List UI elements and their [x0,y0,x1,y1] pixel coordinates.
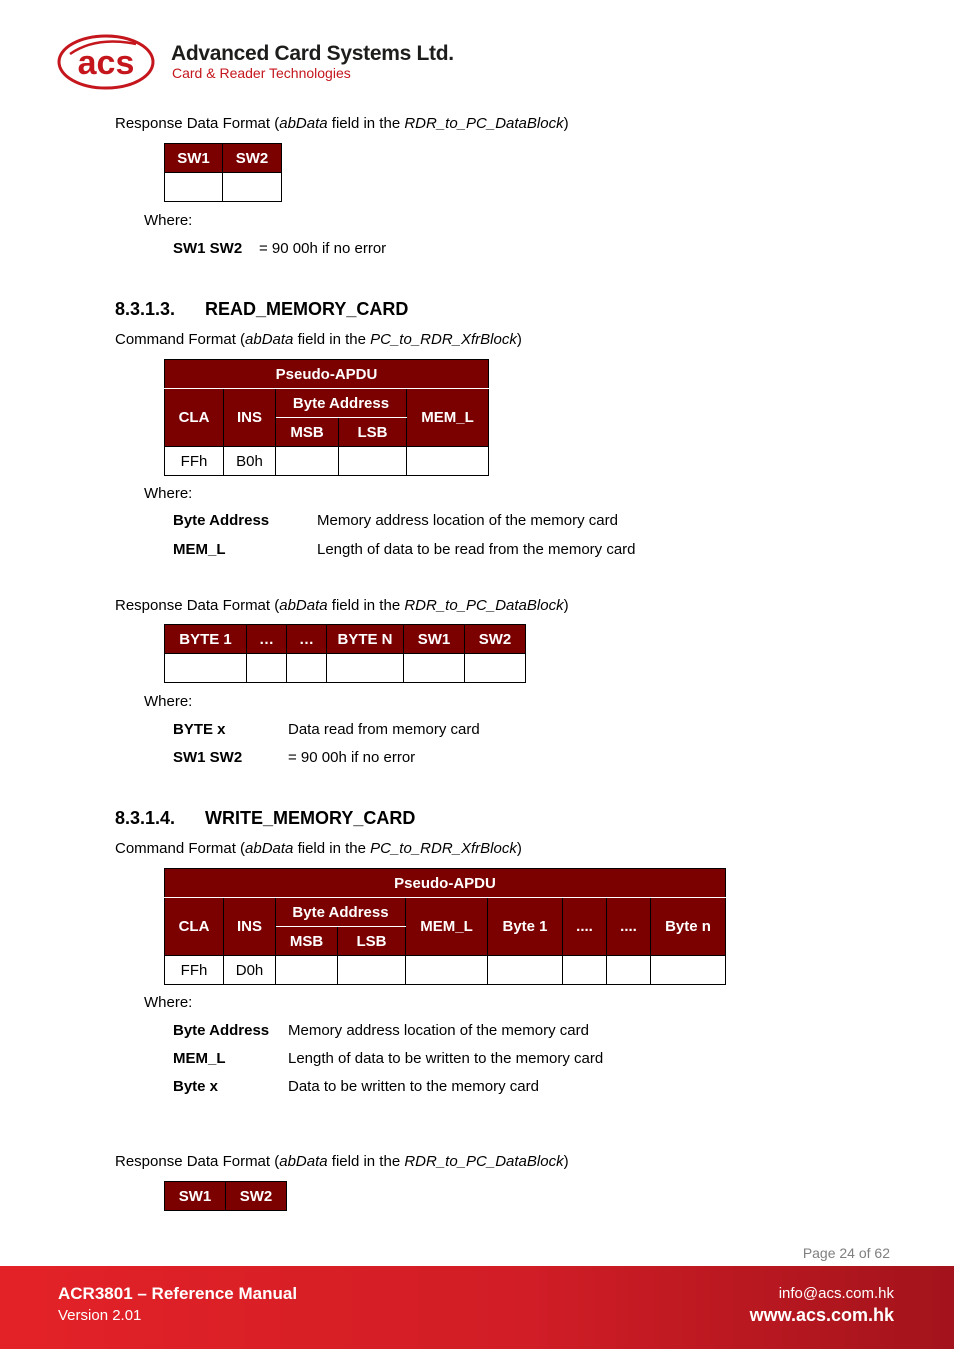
header-byte-address: Byte Address [276,898,406,927]
company-tagline: Card & Reader Technologies [172,65,351,81]
cell-cla-value: FFh [165,956,224,985]
command-format-line-3: Command Format (abData field in the PC_to_RDR_XfrBlock) [115,840,522,857]
table-cell [327,654,404,683]
table-cell [404,654,465,683]
def-term: BYTE x [173,721,226,738]
header-sw1: SW1 [404,625,465,654]
def-desc: Length of data to be read from the memory card [317,541,636,558]
table-cell [287,654,327,683]
def-desc: Data read from memory card [288,721,480,738]
header-mem-l: MEM_L [407,389,489,447]
header-sw2: SW2 [223,144,282,173]
table-cell [276,956,338,985]
table-cell [338,956,406,985]
cell-ins-value: B0h [224,447,276,476]
footer-version: Version 2.01 [58,1307,142,1324]
section-heading-read-memory-card: 8.3.1.3. READ_MEMORY_CARD [115,299,409,319]
def-term: SW1 SW2 [173,240,243,257]
table-cell [406,956,488,985]
header-msb: MSB [276,927,338,956]
header-sw2: SW2 [465,625,526,654]
command-format-line-2: Command Format (abData field in the PC_to_RDR_XfrBlock) [115,331,522,348]
cell-sw2 [223,173,282,202]
header-ins: INS [224,898,276,956]
section-heading-write-memory-card: 8.3.1.4. WRITE_MEMORY_CARD [115,808,416,828]
page-number: Page 24 of 62 [802,1245,890,1261]
response-format-line-1: Response Data Format (abData field in the RDR_to_PC_DataBlock) [115,115,569,132]
where-label-2: Where: [144,485,193,502]
table-cell [247,654,287,683]
header-lsb: LSB [338,927,406,956]
def-term: Byte x [173,1078,219,1095]
table-cell [651,956,726,985]
table-cell [488,956,563,985]
header-cla: CLA [165,898,224,956]
response-format-line-2: Response Data Format (abData field in the RDR_to_PC_DataBlock) [115,597,569,614]
header-byte-1: BYTE 1 [165,625,247,654]
cell-ins-value: D0h [224,956,276,985]
read-response-table [164,624,526,683]
header-dots: .... [607,898,651,956]
def-desc: Memory address location of the memory card [317,512,618,529]
cell-sw1 [165,173,223,202]
def-term: MEM_L [173,1050,226,1067]
logo-text: acs [77,44,135,82]
cell-lsb-value [339,447,407,476]
response-table-1 [164,143,282,202]
def-desc: Length of data to be written to the memory card [288,1050,604,1067]
footer-document-title: ACR3801 – Reference Manual [58,1284,298,1303]
header-sw1: SW1 [165,144,223,173]
def-term: Byte Address [173,1022,270,1039]
header-lsb: LSB [339,418,407,447]
read-command-table [164,359,489,476]
header-msb: MSB [276,418,339,447]
table-cell [165,654,247,683]
cell-cla-value: FFh [165,447,224,476]
def-term: MEM_L [173,541,226,558]
header-ellipsis: … [287,625,327,654]
footer-website: www.acs.com.hk [749,1305,894,1325]
acs-logo-icon [56,32,156,90]
header-mem-l: MEM_L [406,898,488,956]
pseudo-apdu-header: Pseudo-APDU [165,869,726,898]
write-command-table [164,868,726,985]
write-response-table [164,1181,287,1211]
def-desc: = 90 00h if no error [288,749,416,766]
def-desc: = 90 00h if no error [259,240,387,257]
where-label-3: Where: [144,693,193,710]
pseudo-apdu-header: Pseudo-APDU [165,360,489,389]
cell-msb-value [276,447,339,476]
header-byte-1: Byte 1 [488,898,563,956]
table-cell [607,956,651,985]
header-ellipsis: … [247,625,287,654]
header-byte-n: Byte n [651,898,726,956]
def-term: SW1 SW2 [173,749,243,766]
company-logo [54,30,474,94]
where-label-4: Where: [144,994,193,1011]
def-term: Byte Address [173,512,270,529]
header-sw1: SW1 [165,1182,226,1211]
table-cell [563,956,607,985]
header-dots: .... [563,898,607,956]
table-cell [465,654,526,683]
header-ins: INS [224,389,276,447]
page-footer [0,1266,954,1349]
header-cla: CLA [165,389,224,447]
def-desc: Data to be written to the memory card [288,1078,539,1095]
header-byte-address: Byte Address [276,389,407,418]
def-desc: Memory address location of the memory card [288,1022,589,1039]
company-name: Advanced Card Systems Ltd. [171,42,454,65]
header-byte-n: BYTE N [327,625,404,654]
header-sw2: SW2 [226,1182,287,1211]
where-label-1: Where: [144,212,193,229]
footer-email: info@acs.com.hk [778,1285,894,1302]
cell-mem-l-value [407,447,489,476]
response-format-line-3: Response Data Format (abData field in the RDR_to_PC_DataBlock) [115,1153,569,1170]
